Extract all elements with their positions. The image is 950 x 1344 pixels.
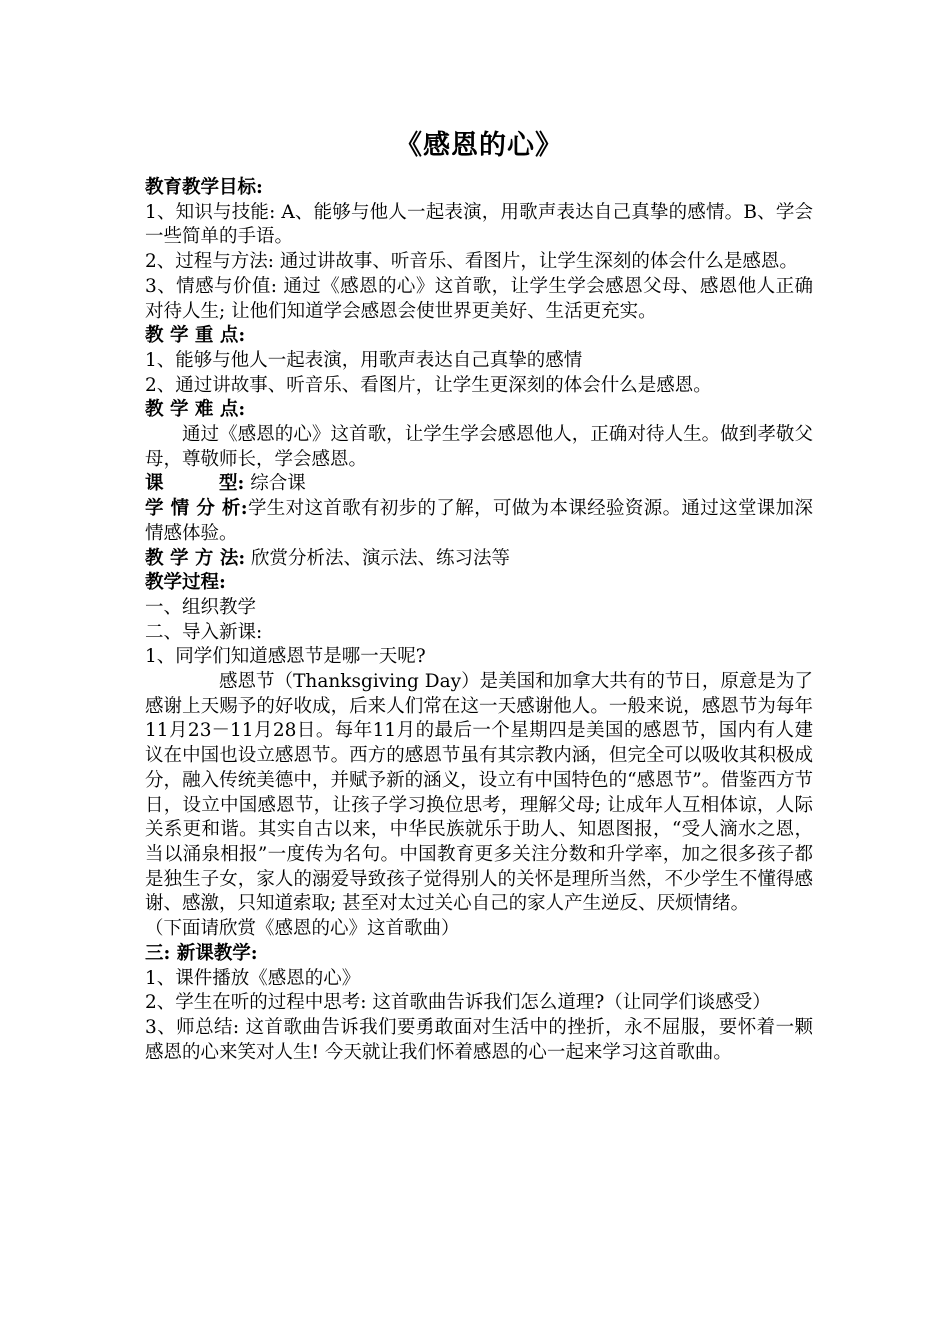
key-point-item: 1、能够与他人一起表演，用歌声表达自己真挚的感情 bbox=[145, 349, 583, 371]
lesson-type-label: 课 型: bbox=[145, 473, 245, 495]
new-lesson-item: 3、师总结: 这首歌曲告诉我们要勇敢面对生活中的挫折，永不屈服，要怀着一颗感恩的心来笑对人生! 今天就让我们怀着感恩的心一起来学习这首歌曲。 bbox=[145, 1016, 813, 1063]
new-lesson-heading: 三: 新课教学: bbox=[145, 942, 258, 964]
lesson-type-line bbox=[145, 472, 813, 497]
difficulty-text: 通过《感恩的心》这首歌，让学生学会感恩他人，正确对待人生。做到孝敬父母，尊敬师长，学会感恩。 bbox=[145, 424, 813, 470]
methods-line bbox=[145, 547, 813, 572]
analysis-value: 学生对这首歌有初步的了解，可做为本课经验资源。通过这堂课加深情感体验。 bbox=[145, 498, 813, 544]
key-point-item: 2、通过讲故事、听音乐、看图片，让学生更深刻的体会什么是感恩。 bbox=[145, 374, 712, 396]
key-points-heading: 教 学 重 点: bbox=[145, 325, 246, 347]
process-question: 1、同学们知道感恩节是哪一天呢? bbox=[145, 646, 426, 668]
difficulty-heading: 教 学 难 点: bbox=[145, 399, 246, 421]
goals-heading: 教育教学目标: bbox=[145, 177, 263, 198]
analysis-line bbox=[145, 497, 813, 546]
new-lesson-item: 1、课件播放《感恩的心》 bbox=[145, 967, 361, 989]
process-step: 二、导入新课: bbox=[145, 621, 263, 643]
appreciation-note: （下面请欣赏《感恩的心》这首歌曲） bbox=[145, 918, 460, 940]
new-lesson-item: 2、学生在听的过程中思考: 这首歌曲告诉我们怎么道理?（让同学们谈感受） bbox=[145, 992, 771, 1014]
analysis-label: 学 情 分 析: bbox=[145, 498, 248, 520]
goal-item: 2、过程与方法: 通过讲故事、听音乐、看图片，让学生深刻的体会什么是感恩。 bbox=[145, 251, 798, 273]
methods-value: 欣赏分析法、演示法、练习法等 bbox=[251, 547, 511, 569]
process-step: 一、组织教学 bbox=[145, 596, 257, 618]
goal-item: 1、知识与技能: A、能够与他人一起表演，用歌声表达自己真挚的感情。B、学会一些简单的手语。 bbox=[145, 201, 813, 248]
process-heading: 教学过程: bbox=[145, 572, 226, 594]
methods-label: 教 学 方 法: bbox=[145, 547, 246, 569]
document-page bbox=[145, 128, 813, 1065]
goal-item: 3、情感与价值: 通过《感恩的心》这首歌，让学生学会感恩父母、感恩他人正确对待人生; 让他们知道学会感恩会使世界更美好、生活更充实。 bbox=[145, 275, 813, 322]
lesson-type-value: 综合课 bbox=[250, 473, 306, 495]
document-title: 《感恩的心》 bbox=[395, 130, 563, 161]
thanksgiving-story: 感恩节（Thanksgiving Day）是美国和加拿大共有的节日，原意是为了感谢上天赐予的好收成，后来人们常在这一天感谢他人。一般来说，感恩节为每年11月23－11月28日。每年11月的最后一个星期四是美国的感恩节，国内有人建议在中国也设立感恩节。西方的感恩节虽有其宗教内涵，但完全可以吸收其积极成分，融入传统美德中，并赋予新的涵义，设立有中国特色的“感恩节”。借鉴西方节日，设立中国感恩节，让孩子学习换位思考，理解父母; 让成年人互相体谅，人际关系更和谐。其实自古以来，中华民族就乐于助人、知恩图报，“受人滴水之恩，当以涌泉相报”一度传为名句。中国教育更多关注分数和升学率，加之很多孩子都是独生子女，家人的溺爱导致孩子觉得别人的关怀是理所当然，不少学生不懂得感谢、感激，只知道索取; 甚至对太过关心自己的家人产生逆反、厌烦情绪。 bbox=[145, 671, 813, 915]
